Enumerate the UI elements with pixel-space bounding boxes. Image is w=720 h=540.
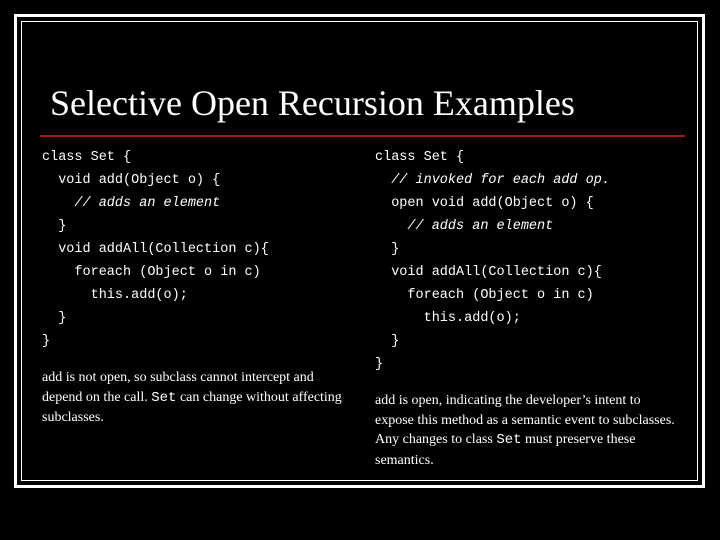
title-divider <box>40 135 685 137</box>
right-note-code: Set <box>496 432 522 448</box>
code-line: void addAll(Collection c){ <box>375 265 602 280</box>
code-line: this.add(o); <box>375 311 521 326</box>
left-note-text: add is not open, so subclass cannot intercept and depend on the call. <box>42 370 314 405</box>
slide-title: Selective Open Recursion Examples <box>50 83 575 123</box>
right-note-text: add is open, indicating the developer’s intent to expose this method as a semantic event to subclasses. Any changes to class <box>375 393 675 447</box>
left-note-code: Set <box>151 389 177 406</box>
code-line: class Set { <box>42 150 132 165</box>
code-comment-line: // adds an element <box>42 196 221 211</box>
left-note-text-end: can change without affecting subclasses. <box>42 389 342 425</box>
right-code-block <box>375 146 610 376</box>
code-line: } <box>42 219 67 234</box>
code-comment-line: // invoked for each add op. <box>375 173 610 188</box>
code-line: void addAll(Collection c){ <box>42 242 269 257</box>
code-line: open void add(Object o) { <box>375 196 594 211</box>
right-note-text-end: must preserve these semantics. <box>375 432 636 468</box>
right-explanation <box>375 391 675 470</box>
code-line: } <box>42 311 67 326</box>
code-line: } <box>375 334 400 349</box>
code-comment-line: // adds an element <box>375 219 554 234</box>
code-line: class Set { <box>375 150 465 165</box>
left-explanation <box>42 368 342 428</box>
left-code-block <box>42 146 269 353</box>
code-line: } <box>42 334 51 349</box>
code-line: this.add(o); <box>42 288 188 303</box>
code-line: } <box>375 242 400 257</box>
code-line: foreach (Object o in c) <box>42 265 261 280</box>
code-line: } <box>375 357 384 372</box>
code-line: foreach (Object o in c) <box>375 288 594 303</box>
code-line: void add(Object o) { <box>42 173 221 188</box>
